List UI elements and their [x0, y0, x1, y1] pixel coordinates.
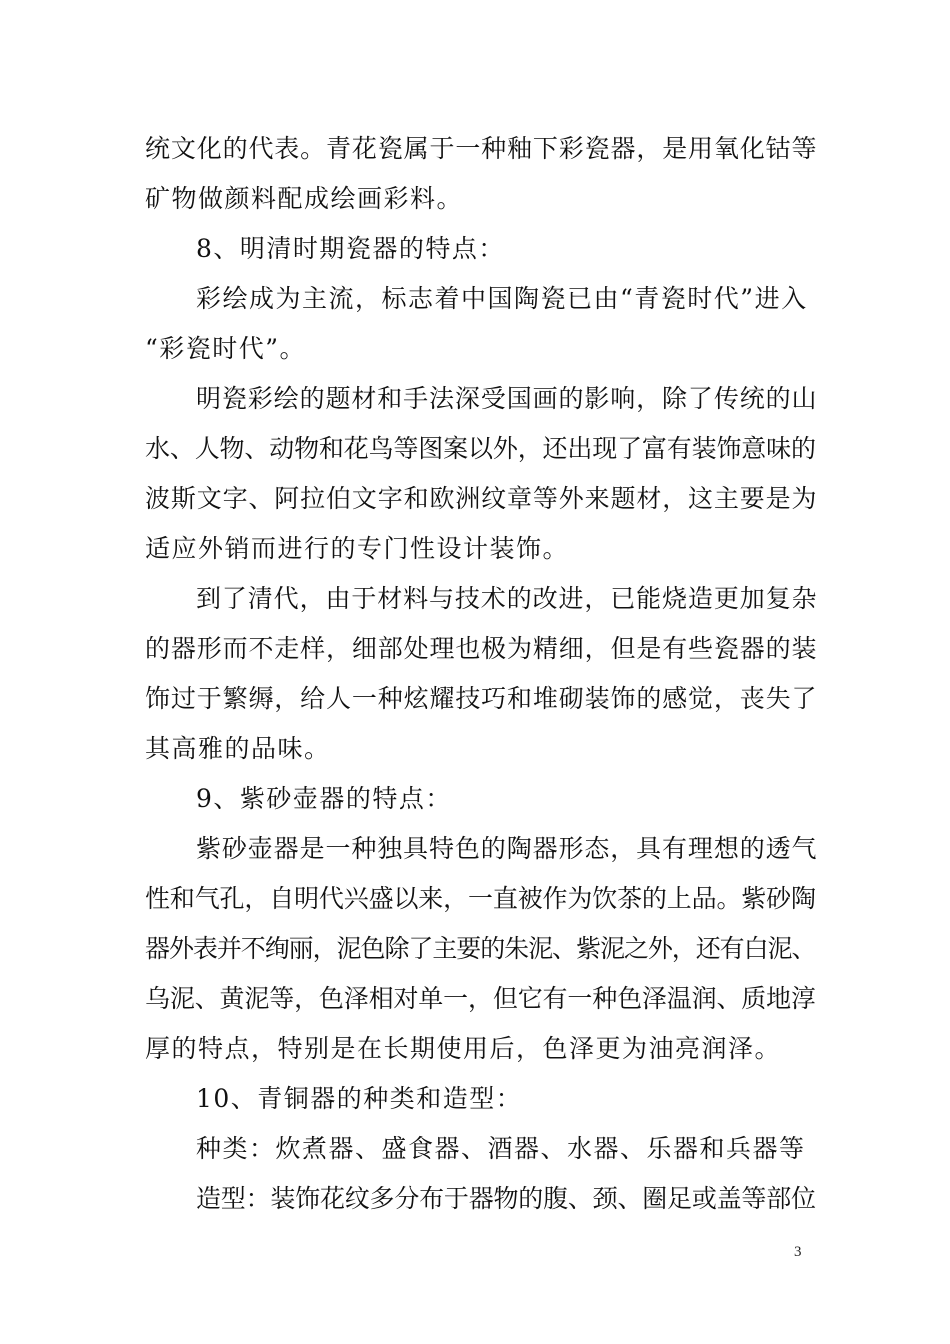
text-line: 到了清代，由于材料与技术的改进，已能烧造更加复杂 — [196, 584, 818, 613]
section-heading: 10、青铜器的种类和造型： — [196, 1084, 523, 1113]
text-line: 其高雅的品味。 — [145, 734, 331, 763]
text-line: 器外表并不绚丽，泥色除了主要的朱泥、紫泥之外，还有白泥、 — [145, 934, 816, 963]
text-line: 统文化的代表。青花瓷属于一种釉下彩瓷器，是用氧化钴等 — [145, 134, 818, 163]
text-line: 明瓷彩绘的题材和手法深受国画的影响，除了传统的山 — [196, 384, 818, 413]
text-line: 乌泥、黄泥等，色泽相对单一，但它有一种色泽温润、质地淳 — [145, 984, 816, 1013]
text-line: 饰过于繁缛，给人一种炫耀技巧和堆砌装饰的感觉，丧失了 — [145, 684, 818, 713]
text-line: 性和气孔，自明代兴盛以来，一直被作为饮茶的上品。紫砂陶 — [145, 884, 816, 913]
text-line: 的器形而不走样，细部处理也极为精细，但是有些瓷器的装 — [145, 634, 818, 663]
text-line: 水、人物、动物和花鸟等图案以外，还出现了富有装饰意味的 — [145, 434, 816, 463]
text-line: 紫砂壶器是一种独具特色的陶器形态，具有理想的透气 — [196, 834, 818, 863]
section-heading: 9、紫砂壶器的特点： — [196, 784, 452, 813]
text-line: 厚的特点，特别是在长期使用后，色泽更为油亮润泽。 — [145, 1034, 782, 1063]
text-line: 适应外销而进行的专门性设计装饰。 — [145, 534, 570, 563]
section-heading: 8、明清时期瓷器的特点： — [196, 234, 505, 263]
text-line: “彩瓷时代”。 — [145, 334, 307, 363]
text-line: 造型：装饰花纹多分布于器物的腹、颈、圈足或盖等部位 — [196, 1184, 816, 1213]
text-line: 种类：炊煮器、盛食器、酒器、水器、乐器和兵器等 — [196, 1134, 806, 1163]
text-line: 波斯文字、阿拉伯文字和欧洲纹章等外来题材，这主要是为 — [145, 484, 818, 513]
text-line: 彩绘成为主流，标志着中国陶瓷已由“青瓷时代”进入 — [196, 284, 808, 313]
page-number: 3 — [794, 1244, 802, 1260]
text-line: 矿物做颜料配成绘画彩料。 — [145, 184, 464, 213]
